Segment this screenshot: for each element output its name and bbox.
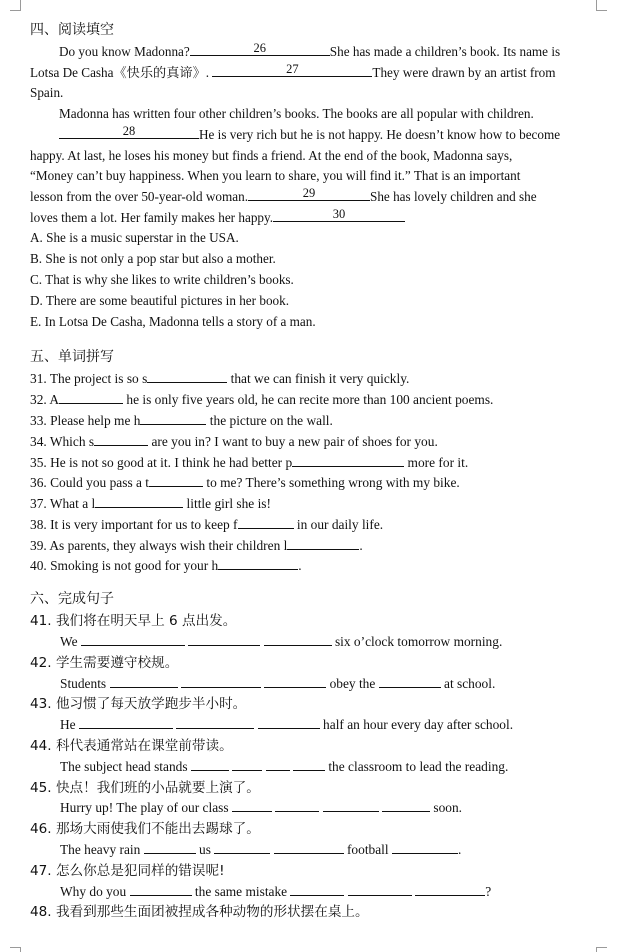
spelling-item-33: 33. Please help me h the picture on the wall. <box>30 412 333 428</box>
spelling-item-38: 38. It is very important for us to keep f in our daily life. <box>30 516 384 532</box>
spelling-blank[interactable] <box>140 412 206 425</box>
spelling-blank[interactable] <box>218 557 298 570</box>
sentence-44-english: The subject head stands the classroom to lead the reading. <box>60 758 509 774</box>
spelling-blank[interactable] <box>292 454 404 467</box>
crop-mark-bottom-right <box>596 947 607 952</box>
crop-mark-bottom-left <box>10 947 21 952</box>
sentence-46-chinese: 46. 那场大雨使我们不能出去踢球了。 <box>30 821 260 838</box>
sentence-blank[interactable] <box>348 883 412 896</box>
sentence-44-chinese: 44. 科代表通常站在课堂前带读。 <box>30 738 233 755</box>
spelling-item-36: 36. Could you pass a t to me? There’s something wrong with my bike. <box>30 475 460 491</box>
spelling-blank[interactable] <box>95 495 183 508</box>
option-b: B. She is not only a pop star but also a mother. <box>30 251 276 267</box>
answer-blank-29[interactable]: 29 <box>248 187 370 201</box>
passage-line: “Money can’t buy happiness. When you learn to share, you will find it.” That is an important <box>30 168 521 184</box>
passage-line: happy. At last, he loses his money but finds a friend. At the end of the book, Madonna says, <box>30 147 513 163</box>
spelling-blank[interactable] <box>149 474 203 487</box>
sentence-blank[interactable] <box>176 716 254 729</box>
section-5-title: 五、单词拼写 <box>30 349 114 366</box>
answer-blank-28[interactable]: 28 <box>59 125 199 139</box>
crop-mark-top-left <box>10 0 21 11</box>
sentence-completion-list <box>30 611 586 923</box>
section-4-title: 四、阅读填空 <box>30 22 114 38</box>
spelling-item-31: 31. The project is so s that we can finish it very quickly. <box>30 371 410 387</box>
section-6-title: 六、完成句子 <box>30 591 114 608</box>
sentence-47-chinese: 47. 怎么你总是犯同样的错误呢! <box>30 862 225 879</box>
spelling-item-35: 35. He is not so good at it. I think he had better p more for it. <box>30 454 469 470</box>
spelling-blank[interactable] <box>238 516 294 529</box>
sentence-blank[interactable] <box>130 883 192 896</box>
worksheet-page <box>30 18 586 923</box>
sentence-blank[interactable] <box>258 716 320 729</box>
spelling-item-34: 34. Which s are you in? I want to buy a new pair of shoes for you. <box>30 433 438 449</box>
spelling-blank[interactable] <box>59 391 123 404</box>
sentence-blank[interactable] <box>323 799 379 812</box>
passage-line: Madonna has written four other children’s books. The books are all popular with children. <box>59 106 534 122</box>
sentence-blank[interactable] <box>188 633 260 646</box>
sentence-42-english: Students obey the at school. <box>60 675 496 691</box>
sentence-blank[interactable] <box>264 675 326 688</box>
crop-mark-top-right <box>596 0 607 11</box>
sentence-blank[interactable] <box>79 716 173 729</box>
spelling-item-40: 40. Smoking is not good for your h . <box>30 558 302 574</box>
sentence-blank[interactable] <box>181 675 261 688</box>
answer-options <box>30 228 586 332</box>
passage-line: Do you know Madonna? 26 She has made a children’s book. Its name is <box>59 41 561 59</box>
spelling-blank[interactable] <box>94 433 148 446</box>
spelling-item-32: 32. A he is only five years old, he can recite more than 100 ancient poems. <box>30 392 494 408</box>
option-c: C. That is why she likes to write children’s books. <box>30 271 294 287</box>
spelling-list <box>30 369 586 577</box>
option-a: A. She is a music superstar in the USA. <box>30 230 239 246</box>
sentence-43-chinese: 43. 他习惯了每天放学跑步半小时。 <box>30 696 247 713</box>
sentence-41-english: We six o’clock tomorrow morning. <box>60 634 503 650</box>
answer-blank-30[interactable]: 30 <box>273 208 405 222</box>
sentence-blank[interactable] <box>110 675 178 688</box>
passage-line: Lotsa De Casha《快乐的真谛》. 27 They were drawn by an artist from <box>30 61 556 80</box>
sentence-blank[interactable] <box>290 883 344 896</box>
sentence-blank[interactable] <box>232 799 272 812</box>
option-d: D. There are some beautiful pictures in her book. <box>30 292 290 308</box>
passage-line: Spain. <box>30 85 64 101</box>
sentence-blank[interactable] <box>214 841 270 854</box>
spelling-item-37: 37. What a l little girl she is! <box>30 496 271 512</box>
sentence-blank[interactable] <box>232 758 262 771</box>
spelling-blank[interactable] <box>287 537 359 550</box>
spelling-blank[interactable] <box>147 370 227 383</box>
sentence-blank[interactable] <box>274 841 344 854</box>
sentence-blank[interactable] <box>415 883 485 896</box>
sentence-41-chinese: 41. 我们将在明天早上 6 点出发。 <box>30 613 237 630</box>
sentence-blank[interactable] <box>392 841 458 854</box>
sentence-46-english: The heavy rain us football . <box>60 842 462 858</box>
sentence-43-english: He half an hour every day after school. <box>60 717 514 733</box>
answer-blank-27[interactable]: 27 <box>212 63 372 77</box>
reading-passage <box>30 42 586 228</box>
sentence-blank[interactable] <box>293 758 325 771</box>
passage-line: lesson from the over 50-year-old woman. 29 She has lovely children and she <box>30 185 537 204</box>
sentence-blank[interactable] <box>382 799 430 812</box>
sentence-blank[interactable] <box>266 758 290 771</box>
sentence-blank[interactable] <box>264 633 332 646</box>
sentence-45-english: Hurry up! The play of our class soon. <box>60 800 463 816</box>
sentence-blank[interactable] <box>379 675 441 688</box>
sentence-blank[interactable] <box>81 633 185 646</box>
sentence-blank[interactable] <box>275 799 319 812</box>
sentence-47-english: Why do you the same mistake ? <box>60 883 492 899</box>
sentence-42-chinese: 42. 学生需要遵守校规。 <box>30 654 179 671</box>
option-e: E. In Lotsa De Casha, Madonna tells a story of a man. <box>30 313 316 329</box>
sentence-45-chinese: 45. 快点！我们班的小品就要上演了。 <box>30 779 260 796</box>
answer-blank-26[interactable]: 26 <box>190 42 330 56</box>
sentence-blank[interactable] <box>144 841 196 854</box>
sentence-48-chinese: 48. 我看到那些生面团被捏成各种动物的形状摆在桌上。 <box>30 904 369 921</box>
passage-line: 28 He is very rich but he is not happy. He doesn’t know how to become <box>30 125 586 146</box>
passage-line: loves them a lot. Her family makes her happy. 30 <box>30 208 586 229</box>
spelling-item-39: 39. As parents, they always wish their children l . <box>30 537 363 553</box>
sentence-blank[interactable] <box>191 758 229 771</box>
